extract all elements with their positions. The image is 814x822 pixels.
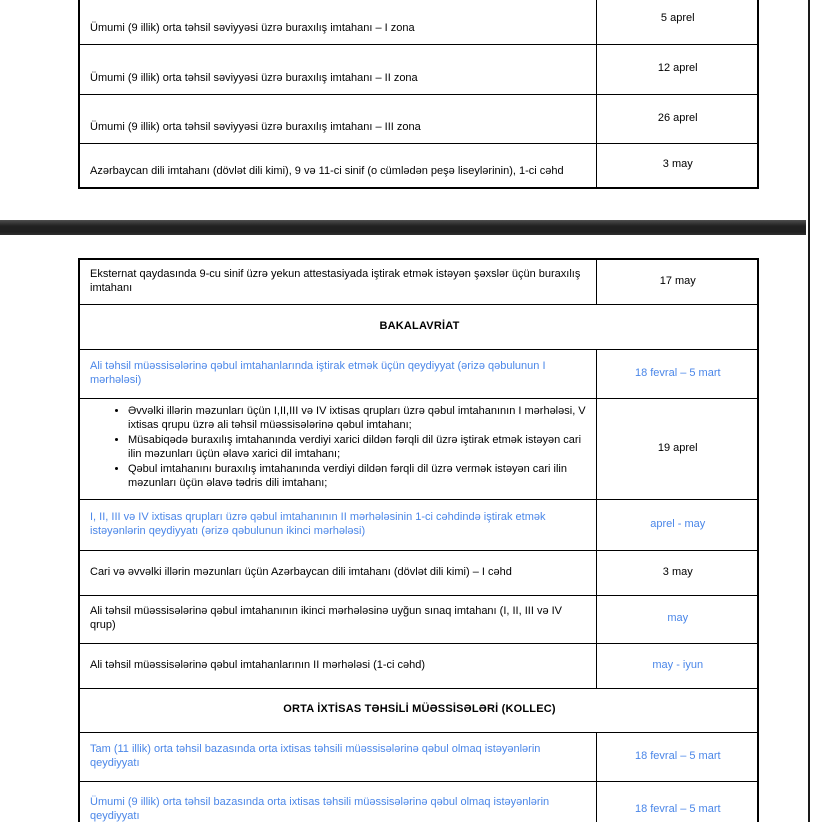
exam-description: Ümumi (9 illik) orta təhsil səviyyəsi üzrə buraxılış imtahanı – I zona [79, 0, 596, 44]
page-separator-band [0, 220, 806, 235]
exam-date: 26 aprel [596, 94, 758, 143]
table-row [79, 94, 758, 143]
exam-date: 3 may [596, 550, 758, 595]
exam-description: Ümumi (9 illik) orta təhsil səviyyəsi üzrə buraxılış imtahanı – III zona [79, 94, 596, 143]
exam-description: Ümumi (9 illik) orta təhsil bazasında orta ixtisas təhsili müəssisələrinə qəbul olmaq istəyənlərin qeydiyyatı [79, 781, 596, 822]
exam-date: 12 aprel [596, 44, 758, 94]
table-row [79, 304, 758, 349]
exam-date: 18 fevral – 5 mart [596, 349, 758, 398]
exam-description: I, II, III və IV ixtisas qrupları üzrə qəbul imtahanının II mərhələsinin 1-ci cəhdində iştirak etmək istəyənlərin qeydiyyatı (ərizə qəbulunun ikinci mərhələsi) [79, 499, 596, 550]
table-row [79, 643, 758, 688]
page-edge-line [808, 0, 810, 822]
bullet-list [90, 405, 588, 492]
exam-description: Ali təhsil müəssisələrinə qəbul imtahanının ikinci mərhələsinə uyğun sınaq imtahanı (I, II, III və IV qrup) [79, 595, 596, 643]
exam-date: 18 fevral – 5 mart [596, 732, 758, 781]
exam-description: Cari və əvvəlki illərin məzunları üçün Azərbaycan dili imtahanı (dövlət dili kimi) – I cəhd [79, 550, 596, 595]
table-row [79, 143, 758, 188]
exam-date: 19 aprel [596, 398, 758, 499]
table-row [79, 595, 758, 643]
table-row [79, 732, 758, 781]
exam-date: may - iyun [596, 643, 758, 688]
exam-date: may [596, 595, 758, 643]
table-row [79, 688, 758, 732]
exam-date: 17 may [596, 259, 758, 304]
exam-date: 18 fevral – 5 mart [596, 781, 758, 822]
table-row [79, 349, 758, 398]
bullet-item: • Müsabiqədə buraxılış imtahanında verdiyi xarici dildən fərqli dil üzrə iştirak etmək istəyən cari ilin məzunları üçün əlavə xarici dil imtahanı; [128, 434, 588, 463]
table-row [79, 0, 758, 44]
exam-description-bullet-list [79, 398, 596, 499]
table-row [79, 44, 758, 94]
bullet-item: • Əvvəlki illərin məzunları üçün I,II,III və IV ixtisas qrupları üzrə qəbul imtahanının I mərhələsi, V ixtisas qrupu üzrə ali təhsil müəssisələrinə qəbul imtahanı; [128, 405, 588, 434]
exam-schedule-table-top [78, 0, 759, 189]
exam-description: Eksternat qaydasında 9-cu sinif üzrə yekun attestasiyada iştirak etmək istəyən şəxslər üçün buraxılış imtahanı [79, 259, 596, 304]
exam-date: aprel - may [596, 499, 758, 550]
table-row [79, 499, 758, 550]
exam-schedule-table-bottom [78, 258, 759, 822]
exam-date: 5 aprel [596, 0, 758, 44]
table-row [79, 781, 758, 822]
exam-description: Ali təhsil müəssisələrinə qəbul imtahanlarının II mərhələsi (1-ci cəhd) [79, 643, 596, 688]
section-header-kollec: ORTA İXTİSAS TƏHSİLİ MÜƏSSİSƏLƏRİ (KOLLEC) [79, 688, 758, 732]
table-row [79, 398, 758, 499]
table-row [79, 550, 758, 595]
exam-description: Ali təhsil müəssisələrinə qəbul imtahanlarında iştirak etmək üçün qeydiyyat (ərizə qəbulunun I mərhələsi) [79, 349, 596, 398]
exam-description: Azərbaycan dili imtahanı (dövlət dili kimi), 9 və 11-ci sinif (o cümlədən peşə liseylərinin), 1-ci cəhd [79, 143, 596, 188]
bullet-item: • Qəbul imtahanını buraxılış imtahanında verdiyi dildən fərqli dil üzrə vermək istəyən cari ilin məzunları üçün əlavə tədris dili imtahanı; [128, 463, 588, 492]
exam-description: Ümumi (9 illik) orta təhsil səviyyəsi üzrə buraxılış imtahanı – II zona [79, 44, 596, 94]
table-row [79, 259, 758, 304]
exam-description: Tam (11 illik) orta təhsil bazasında orta ixtisas təhsili müəssisələrinə qəbul olmaq istəyənlərin qeydiyyatı [79, 732, 596, 781]
section-header-bakalavriat: BAKALAVRİAT [79, 304, 758, 349]
exam-date: 3 may [596, 143, 758, 188]
